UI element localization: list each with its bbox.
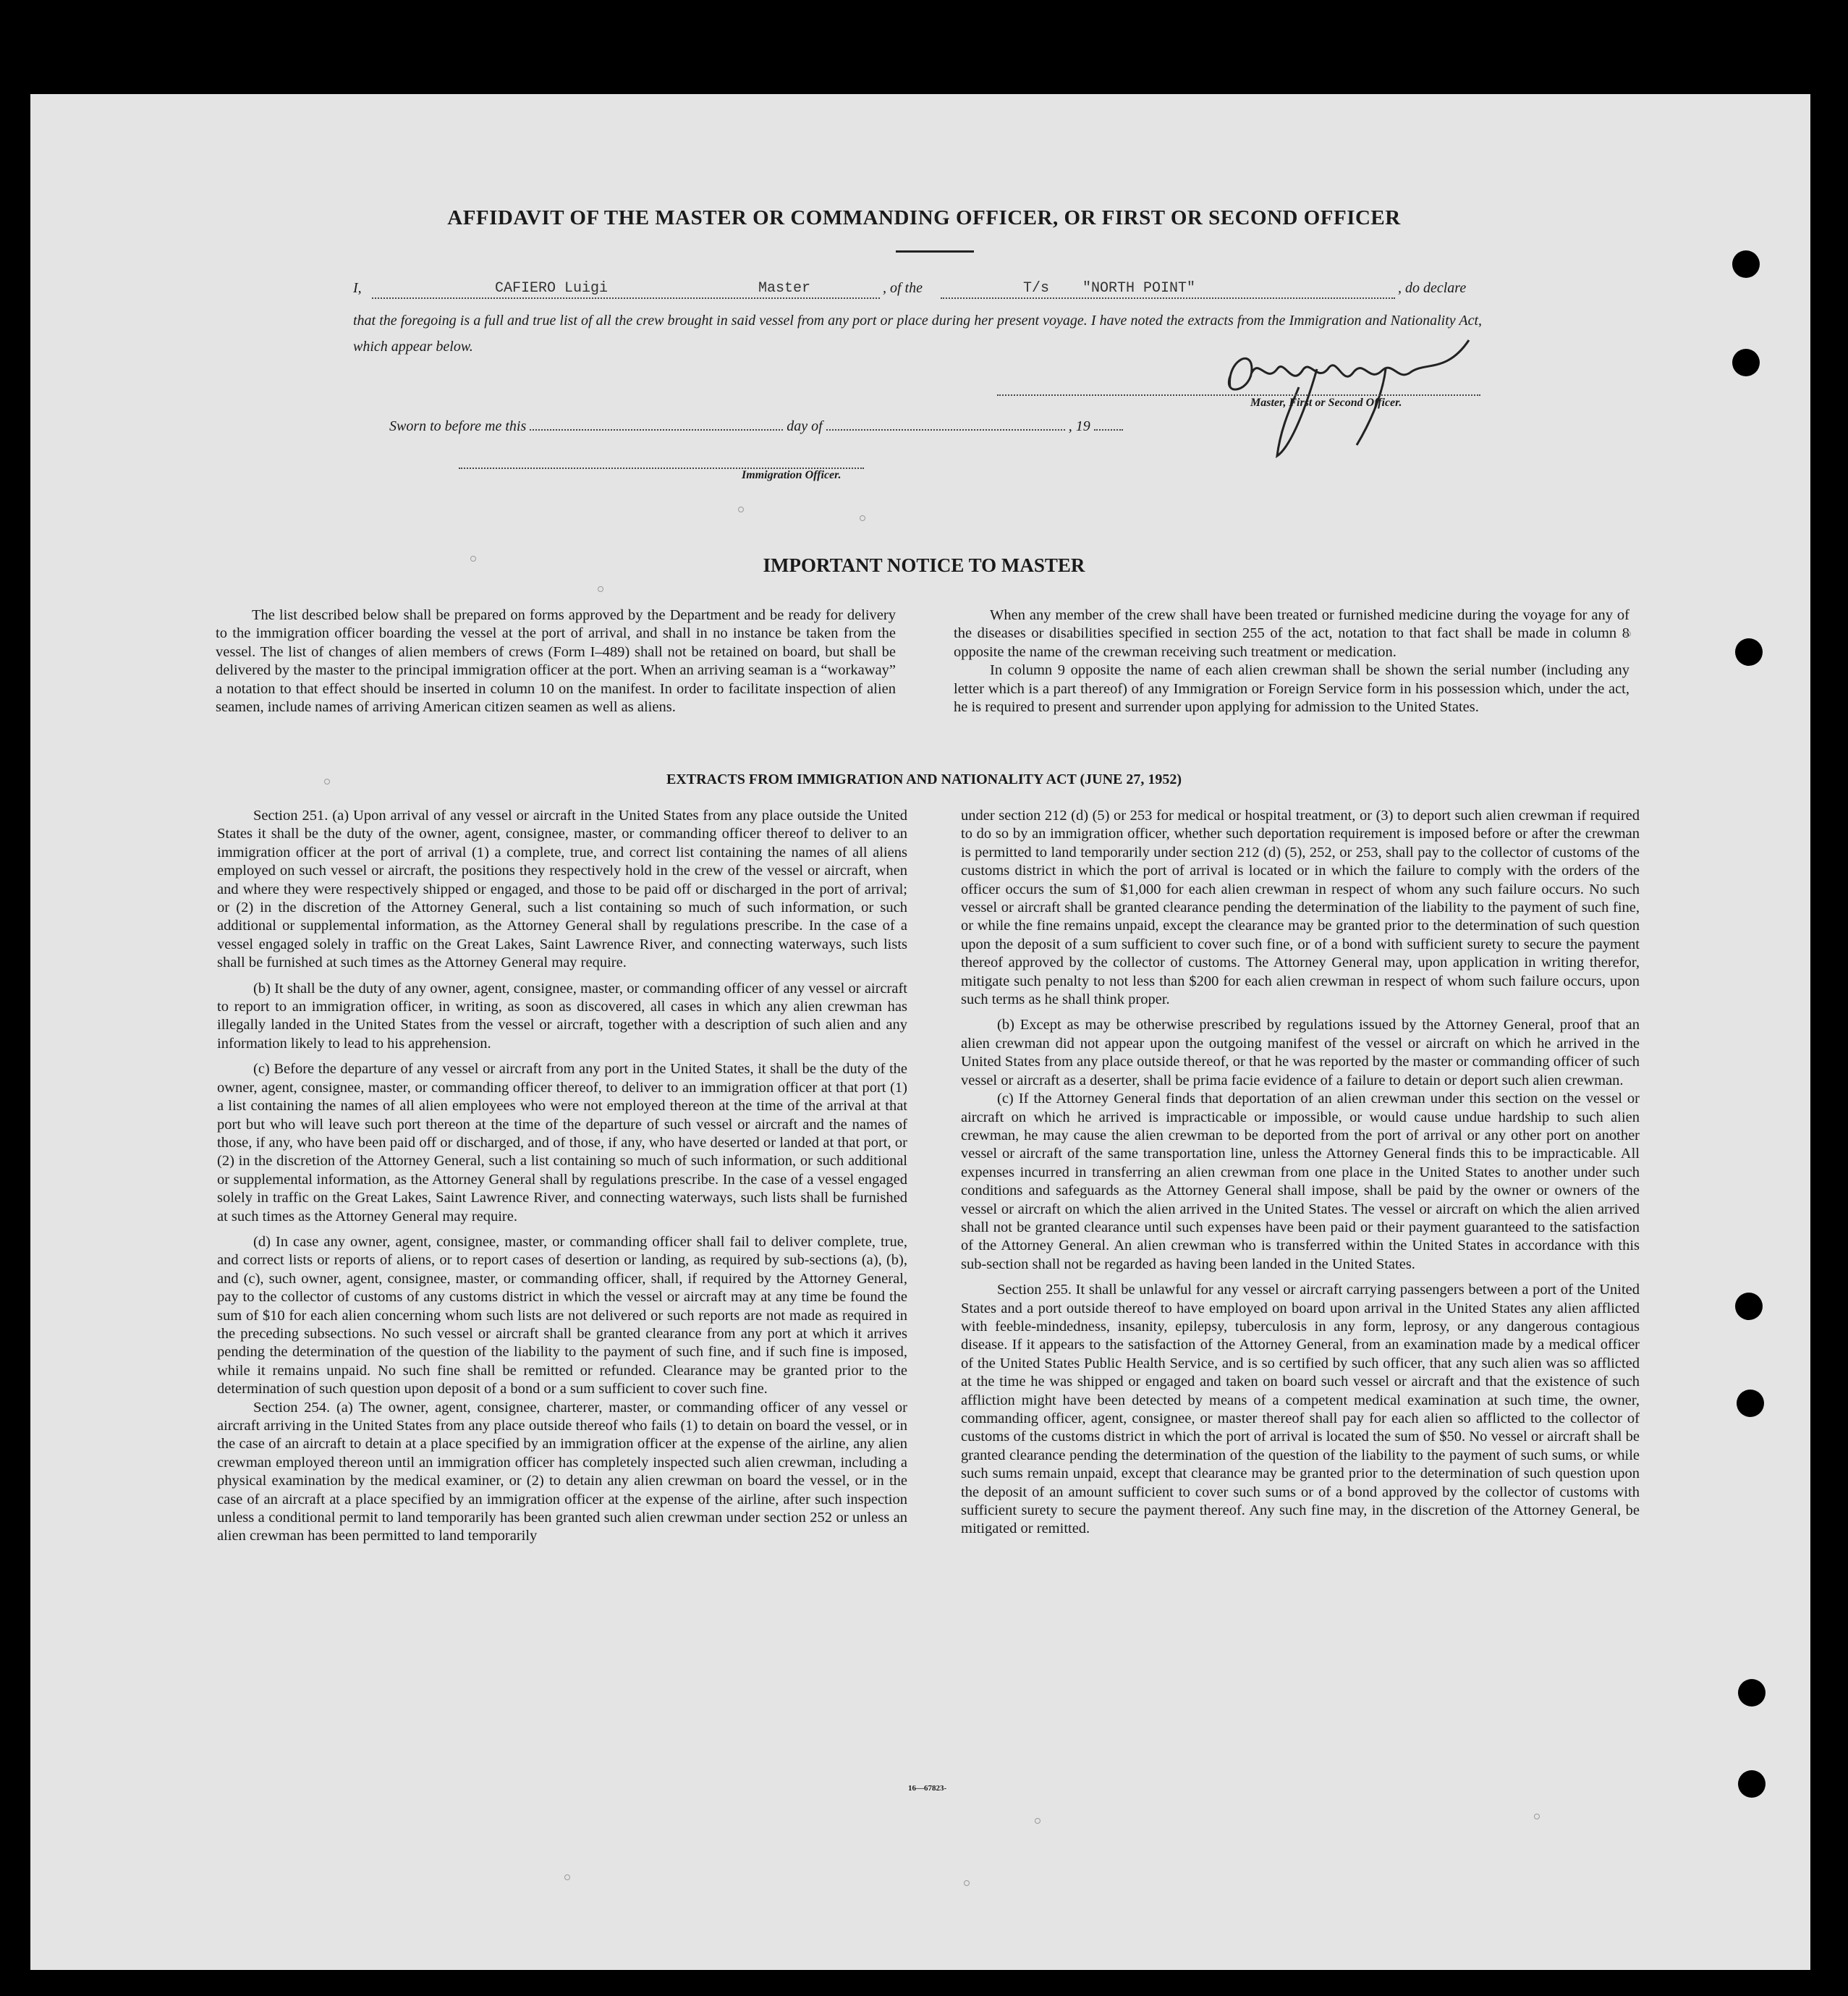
scan-speck — [738, 507, 744, 512]
scan-speck — [964, 1880, 970, 1886]
immigration-officer-label: Immigration Officer. — [742, 469, 842, 481]
of-the-label: , of the — [883, 280, 923, 296]
section-254-a: Section 254. (a) The owner, agent, consignee, charterer, master, or commanding officer of any vessel or aircraft arriving in the United States from any place outside thereof who fails (1) to detain on board the vessel, or in the case of an aircraft to detain at a place specified by an immigration officer at the expense of the airline, any alien crewman employed thereon until an immigration officer has completely inspected such alien crewman, including a physical examination by the medical examiner, or (2) to detain any alien crewman on board the vessel, or in the case of an aircraft at a place specified by an immigration officer at the expense of the airline, after such inspection unless a conditional permit to land temporarily has been granted such alien crewman under section 252 or unless an alien crewman has been permitted to land temporarily — [217, 1399, 907, 1544]
extracts-right-column — [961, 807, 1640, 1539]
notice-title: IMPORTANT NOTICE TO MASTER — [763, 554, 1085, 576]
scan-speck — [1035, 1818, 1040, 1824]
signature-label: Master, First or Second Officer. — [1250, 397, 1402, 409]
scan-speck — [324, 779, 330, 785]
section-251-c: (c) Before the departure of any vessel or aircraft from any port in the United States, it shall be the duty of the owner, agent, consignee, master, or commanding officer thereof, to deliver to an immigration officer at that port (1) a list containing the names of all alien employees who were not employed thereon at the time of the arrival at that port but who will leave such port thereon at the time of the departure of such vessel or aircraft and the names of those, if any, who have been paid off or discharged, and of those, if any, who have deserted or landed at that port, or (2) in the discretion of the Attorney General, such a list containing so much of such information, or such additional or supplemental information, as the Attorney General shall by regulations prescribe. In the case of a vessel engaged solely in traffic on the Great Lakes, Saint Lawrence River, and connecting waterways, such lists shall be furnished at such times as the Attorney General may require. — [217, 1061, 907, 1225]
extracts-left-column — [217, 807, 907, 1546]
section-254-c: (c) If the Attorney General finds that deportation of an alien crewman under this section on the vessel or aircraft on which he arrived is impracticable or impossible, or would cause undue hardship to such alien crewman, he may cause the alien crewman to be deported from the port of arrival or any other port on another vessel or aircraft of the same transportation line, unless the Attorney General finds this to be impracticable. All expenses incurred in transferring an alien crewman from one place in the United States to another under such conditions and safeguards as the Attorney General shall impose, shall be paid by the owner or owners of the vessel or aircraft on which the alien arrived in the United States. The vessel or aircraft on which the alien arrived shall not be granted clearance until such expenses have been paid or their payment guaranteed to the satisfaction of the Attorney General. An alien crewman who is transferred within the United States in accordance with this sub-section shall not be regarded as having been landed in the United States. — [961, 1091, 1640, 1272]
day-of-label: day of — [787, 418, 823, 434]
binder-hole — [1735, 1293, 1763, 1320]
scan-speck — [860, 515, 865, 521]
scan-speck — [564, 1874, 570, 1880]
do-declare-label: , do declare — [1398, 280, 1467, 296]
handwritten-signature — [1208, 318, 1519, 463]
title-rule — [896, 250, 974, 253]
section-254-b: (b) Except as may be otherwise prescribed by regulations issued by the Attorney General, proof that an alien crewman did not appear upon the outgoing manifest of the vessel or aircraft on which he arrived in the United States from any place outside thereof, or that he was reported by the master or commanding officer of such vessel or aircraft as a deserter, shall be prima facie evidence of a failure to detain or deport such alien crewman. — [961, 1017, 1640, 1088]
vessel-name-typed: "NORTH POINT" — [1082, 280, 1196, 297]
year-prefix: , 19 — [1068, 418, 1090, 434]
section-255: Section 255. It shall be unlawful for any vessel or aircraft carrying passengers between a port of the United States and a port outside thereof to have employed on board upon arrival in the United States any alien afflicted with feeble-mindedness, insanity, epilepsy, tuberculosis in any form, leprosy, or any dangerous contagious disease. If it appears to the satisfaction of the Attorney General, from an examination made by a medical officer of the United States Public Health Service, and is so certified by such officer, that any such alien was so afflicted at the time he was shipped or engaged and taken on board such vessel or aircraft and that the existence of such affliction might have been detected by means of a competent medical examination at such time, the owner, commanding officer, agent, consignee, or master thereof shall pay for each alien so afflicted to the collector of customs of the customs district in which the port of arrival is located the sum of $50. No vessel or aircraft shall be granted clearance pending the determination of the question of the liability to the payment of such sums, or while such sums remain unpaid, except that clearance may be granted prior to the determination of such question upon the deposit of an amount sufficient to cover such sums or of a bond approved by the collector of customs with sufficient surety to secure the payment thereof. Any such fine may, in the discretion of the Attorney General, be mitigated or remitted. — [961, 1282, 1640, 1537]
declaration-prefix: I, — [353, 280, 362, 296]
section-254-a-continued: under section 212 (d) (5) or 253 for medical or hospital treatment, or (3) to deport such alien crewman if required to do so by an immigration officer, whether such deportation requirement is imposed before or after the crewman is permitted to land temporarily under section 212 (d) (5), 252, or 253, shall pay to the collector of customs of the customs district in which the port of arrival is located or in which the failure to comply with the orders of the officer occurs the sum of $1,000 for each alien crewman in respect of whom any such failure occurs. No such vessel or aircraft shall be granted clearance pending the determination of the liability to the payment of such fine, or while the fine remains unpaid, except the clearance may be granted prior to the determination of such question upon the deposit of a sum sufficient to cover such fine, or of a bond with sufficient surety to secure the payment thereof approved by the collector of customs. The Attorney General may, upon application in writing therefor, mitigate such penalty to not less than $200 for each alien crewman in respect of whom such failure occurs, upon such terms as he shall think proper. — [961, 808, 1640, 1008]
scan-speck — [1534, 1814, 1540, 1819]
scan-speck — [470, 556, 476, 562]
binder-hole — [1735, 638, 1763, 666]
binder-hole — [1738, 1679, 1766, 1707]
affidavit-title: AFFIDAVIT OF THE MASTER OR COMMANDING OFFICER, OR FIRST OR SECOND OFFICER — [447, 206, 1401, 229]
scan-speck — [598, 586, 603, 592]
notice-left-paragraph: The list described below shall be prepared on forms approved by the Department and be ready for delivery to the immigration officer boarding the vessel at the port of arrival, and shall in no instance be taken from the vessel. The list of changes of alien members of crews (Form I–489) shall not be retained on board, but shall be delivered by the master to the principal immigration officer at the port. When an arriving seaman is a “workaway” a notation to that effect should be inserted in column 10 on the manifest. In order to facilitate inspection of alien seamen, include names of arriving American citizen seamen as well as aliens. — [216, 607, 896, 716]
sworn-prefix: Sworn to before me this — [389, 418, 527, 434]
binder-hole — [1737, 1390, 1764, 1417]
declaration-line — [353, 280, 1482, 305]
extracts-title: EXTRACTS FROM IMMIGRATION AND NATIONALITY ACT (JUNE 27, 1952) — [666, 771, 1182, 787]
notice-right-column — [954, 606, 1629, 716]
master-name-typed: CAFIERO Luigi — [495, 280, 609, 297]
notice-left-column — [216, 606, 896, 716]
scan-speck — [1625, 631, 1631, 637]
binder-hole — [1732, 349, 1760, 376]
signature-dotted-line — [997, 394, 1480, 396]
section-251-a: Section 251. (a) Upon arrival of any vessel or aircraft in the United States from any place outside the United States it shall be the duty of the owner, agent, consignee, master, or commanding officer thereof to deliver to an immigration officer at the port of arrival (1) a complete, true, and correct list containing the names of all aliens employed on such vessel or aircraft, the positions they respectively hold in the crew of the vessel or aircraft, when and where they were respectively shipped or engaged, and those to be paid off or discharged in the port of arrival; or (2) in the discretion of the Attorney General, such a list containing so much of such information, or such additional or supplemental information, as the Attorney General shall by regulations prescribe. In the case of a vessel engaged solely in traffic on the Great Lakes, Saint Lawrence River, and connecting waterways, such lists shall be furnished at such times as the Attorney General may require. — [217, 808, 907, 971]
section-251-b: (b) It shall be the duty of any owner, agent, consignee, master, or commanding officer of any vessel or aircraft to report to an immigration officer, in writing, as soon as discovered, all cases in which any alien crewman has illegally landed in the United States from the vessel or aircraft, together with a description of such alien and any information likely to lead to his apprehension. — [217, 980, 907, 1052]
notice-right-paragraph-2: In column 9 opposite the name of each alien crewman shall be shown the serial number (including any letter which is a part thereof) of any Immigration or Foreign Service form in his possession which, under the act, he is required to present and surrender upon applying for admission to the United States. — [954, 662, 1629, 716]
form-code: 16—67823- — [908, 1784, 947, 1793]
binder-hole — [1738, 1770, 1766, 1798]
section-251-d: (d) In case any owner, agent, consignee, master, or commanding officer shall fail to deliver complete, true, and correct lists or reports of aliens, or to report cases of desertion or landing, as required by sub-sections (a), (b), and (c), such owner, agent, consignee, master, or commanding officer, shall, if required by the Attorney General, pay to the collector of customs of any customs district in which the vessel or aircraft may at any time be found the sum of $10 for each alien concerning whom such lists are not delivered or such reports are not made as required in the preceding subsections. No such vessel or aircraft shall be granted clearance from any port at which it arrives pending the determination of the question of the liability to the payment of such fine, and if such fine is imposed, while it remains unpaid. No such fine shall be remitted or refunded. Clearance may be granted prior to the determination of such question upon deposit of a bond or a sum sufficient to cover such fine. — [217, 1233, 907, 1397]
master-rank-typed: Master — [758, 280, 811, 297]
sworn-line — [389, 418, 1123, 435]
declaration-body: that the foregoing is a full and true list of all the crew brought in said vessel from any port or place during her present voyage. I have noted the extracts from the Immigration and Nationality Act, which appear below. — [353, 313, 1482, 355]
notice-right-paragraph-1: When any member of the crew shall have been treated or furnished medicine during the voyage for any of the diseases or disabilities specified in section 255 of the act, notation to that fact shall be made in column 8 opposite the name of the crewman receiving such treatment or medication. — [954, 607, 1629, 660]
name-rank-dotted-line — [372, 297, 880, 299]
vessel-type-typed: T/s — [1023, 280, 1050, 297]
binder-hole — [1732, 250, 1760, 278]
vessel-dotted-line — [941, 297, 1395, 299]
